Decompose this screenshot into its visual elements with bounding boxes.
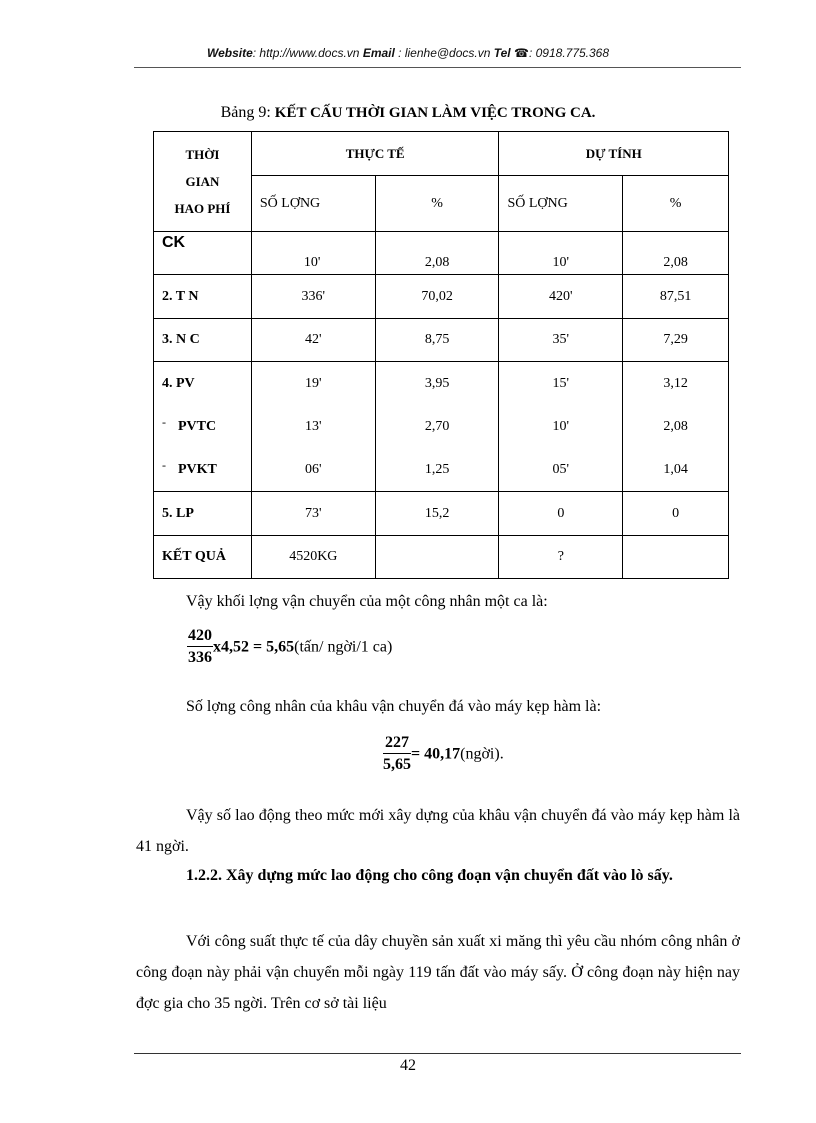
website-label: Website: [206, 46, 253, 60]
tel-label: Tel: [493, 46, 511, 60]
planned-pct: 2,08: [623, 232, 729, 275]
website-value: : http://www.docs.vn: [252, 46, 360, 60]
header-rule: [134, 67, 741, 68]
row-label: 4. PV: [162, 376, 195, 391]
page-number: 42: [400, 1057, 416, 1074]
paragraph-4: Với công suất thực tế của dây chuyền sản xuất xi măng thì yêu cầu nhóm công nhân ở công đoạn này phải vận chuyển mỗi ngày 119 tấn đất vào máy sấy. Ở công đoạn này hiện nay đợc gia cho 35 ngời. Trên cơ sở tài liệu: [136, 933, 740, 1012]
row-label: 3. N C: [154, 319, 252, 362]
formula-result: = 40,17: [411, 745, 461, 763]
section-heading: 1.2.2. Xây dựng mức lao động cho công đoạn vận chuyển đất vào lò sấy.: [186, 867, 673, 884]
actual-qty: 73': [251, 492, 375, 536]
actual-qty: 336': [251, 275, 375, 319]
header-actual-pct: %: [375, 176, 499, 232]
table-caption-title: KẾT CẤU THỜI GIAN LÀM VIỆC TRONG CA.: [274, 105, 596, 121]
table-row: [154, 536, 729, 579]
actual-qty: 10': [251, 232, 375, 275]
planned-qty: 0: [499, 492, 623, 536]
formula-workers: [383, 733, 504, 776]
planned-pct: [623, 536, 729, 579]
actual-pct: 8,75: [375, 319, 499, 362]
phone-icon: ☎: [514, 46, 529, 60]
row-label-group: [154, 362, 252, 492]
actual-qty: 4520KG: [251, 536, 375, 579]
planned-pct: 87,51: [623, 275, 729, 319]
planned-qty-group: 15' 10' 05': [499, 362, 623, 492]
table-row: [154, 492, 729, 536]
table-row-group: [154, 362, 729, 492]
fraction: $\frac{227}{5,65}$: [383, 734, 411, 773]
planned-qty: ?: [499, 536, 623, 579]
planned-qty: 35': [499, 319, 623, 362]
paragraph-2: Số lợng công nhân của khâu vận chuyển đá vào máy kẹp hàm là:: [186, 698, 602, 715]
planned-pct: 0: [623, 492, 729, 536]
row-label-sub: - PVTC: [162, 415, 217, 434]
footer-rule: [134, 1053, 741, 1054]
actual-pct: 70,02: [375, 275, 499, 319]
actual-pct: 2,08: [375, 232, 499, 275]
table-row: [154, 319, 729, 362]
table-row: [154, 275, 729, 319]
planned-qty: 420': [499, 275, 623, 319]
email-label: Email: [362, 46, 395, 60]
fraction: $\frac{420}{336}$: [188, 627, 212, 666]
row-label: KẾT QUẢ: [154, 536, 252, 579]
work-time-table: [153, 131, 729, 579]
page-header: [0, 46, 816, 60]
email-value: : lienhe@docs.vn: [398, 46, 491, 60]
actual-qty-group: 19' 13' 06': [251, 362, 375, 492]
table-caption: [0, 104, 816, 122]
planned-pct-group: 3,12 2,08 1,04: [623, 362, 729, 492]
actual-pct: 15,2: [375, 492, 499, 536]
table-row: [154, 232, 729, 275]
tel-value: : 0918.775.368: [528, 46, 610, 60]
paragraph-1: Vậy khối lợng vận chuyển của một công nhân một ca là:: [186, 593, 548, 610]
row-label-sub: - PVKT: [162, 458, 217, 477]
header-planned-qty: SỐ LỢNG: [499, 176, 623, 232]
row-label: 2. T N: [154, 275, 252, 319]
paragraph-3: Vậy số lao động theo mức mới xây dựng của khâu vận chuyển đá vào máy kẹp hàm là 41 ngời.: [136, 807, 740, 855]
formula-productivity: [187, 626, 392, 669]
planned-pct: 7,29: [623, 319, 729, 362]
table-caption-prefix: Bảng 9:: [220, 104, 271, 121]
actual-qty: 42': [251, 319, 375, 362]
header-planned: DỰ TÍNH: [499, 132, 729, 176]
header-actual: THỰC TẾ: [251, 132, 499, 176]
formula-unit: (tấn/ ngời/1 ca): [294, 638, 393, 656]
formula-unit: (ngời).: [460, 745, 504, 763]
header-time-waste: THỜI GIAN HAO PHÍ: [154, 132, 252, 232]
actual-pct: [375, 536, 499, 579]
header-actual-qty: SỐ LỢNG: [251, 176, 375, 232]
actual-pct-group: 3,95 2,70 1,25: [375, 362, 499, 492]
planned-qty: 10': [499, 232, 623, 275]
row-label: CK: [154, 232, 252, 275]
row-label: 5. LP: [154, 492, 252, 536]
formula-result: x4,52 = 5,65: [213, 638, 295, 656]
header-planned-pct: %: [623, 176, 729, 232]
